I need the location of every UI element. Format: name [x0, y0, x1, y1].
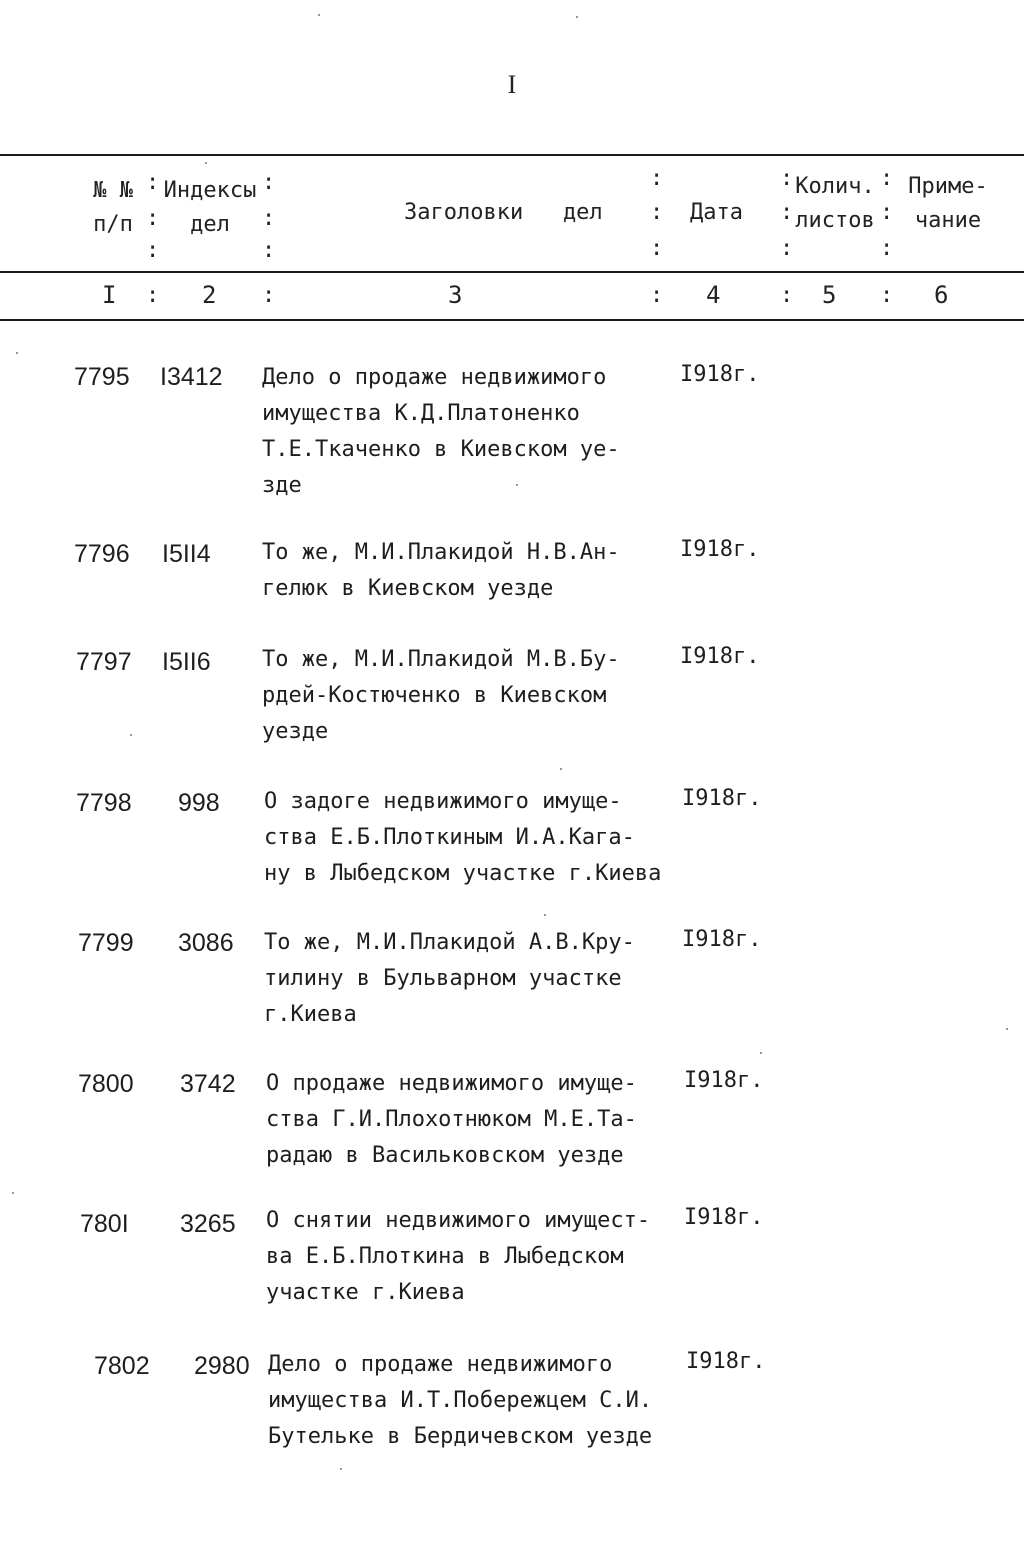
entry-date: I918г. [684, 1068, 764, 1093]
entry-title: О задоге недвижимого имуще- ства Е.Б.Плоткиным И.А.Кага- ну в Лыбедском участке г.Киева [264, 789, 662, 886]
header-col-sheets-line2: листов [795, 208, 875, 233]
entry-date: I918г. [684, 1205, 764, 1230]
header-col-index-line1: Индексы [163, 178, 257, 203]
header-col-notes-line1: Приме- [908, 174, 988, 199]
header-col-notes [903, 170, 993, 238]
entry-title: О снятии недвижимого имущест- ва Е.Б.Плоткина в Лыбедском участке г.Киева [266, 1208, 651, 1305]
column-number-1: I [102, 281, 117, 309]
entry-title: Дело о продаже недвижимого имущества И.Т.Побережцем С.И. Бутельке в Бердичевском уезде [268, 1352, 653, 1449]
entry-date: I918г. [680, 644, 760, 669]
column-number-5: 5 [822, 281, 837, 309]
entry-index: 998 [178, 789, 220, 817]
page-number: I [507, 70, 517, 99]
header-col-sheets-line1: Колич. [795, 174, 875, 199]
entry-index: 3742 [180, 1070, 236, 1098]
entry-title: То же, М.И.Плакидой М.В.Бу- рдей-Костюченко в Киевском уезде [262, 647, 620, 744]
header-col-sheets [790, 170, 880, 238]
entry-index: 3265 [180, 1210, 236, 1238]
entry-number: 7795 [74, 363, 130, 391]
entry-number: 7802 [94, 1352, 150, 1380]
header-col-number-line2: п/п [93, 212, 133, 237]
entry-date: I918г. [682, 927, 762, 952]
column-number-3: 3 [448, 281, 463, 309]
column-number-6: 6 [934, 281, 949, 309]
entry-number: 7799 [78, 929, 134, 957]
entry-number: 7797 [76, 648, 132, 676]
entry-index: I5II6 [162, 648, 211, 676]
column-number-2: 2 [202, 281, 217, 309]
entry-number: 7800 [78, 1070, 134, 1098]
entry-number: 7796 [74, 540, 130, 568]
entry-date: I918г. [680, 362, 760, 387]
entry-title: То же, М.И.Плакидой А.В.Кру- тилину в Бульварном участке г.Киева [264, 930, 635, 1027]
entry-date: I918г. [680, 537, 760, 562]
header-top-rule [0, 154, 1024, 156]
header-col-index-line2: дел [190, 212, 230, 237]
header-col-notes-line2: чание [914, 208, 982, 233]
entry-title: Дело о продаже недвижимого имущества К.Д.Платоненко Т.Е.Ткаченко в Киевском уе- зде [262, 365, 620, 498]
header-col-number-line1: № № [93, 178, 133, 203]
column-number-4: 4 [706, 281, 721, 309]
entry-number: 7798 [76, 789, 132, 817]
entry-index: 3086 [178, 929, 234, 957]
entry-index: I5II4 [162, 540, 211, 568]
entry-index: I3412 [160, 363, 223, 391]
header-col-index [160, 174, 260, 242]
header-middle-rule [0, 271, 1024, 273]
entry-number: 780I [80, 1210, 129, 1238]
entry-title: О продаже недвижимого имуще- ства Г.И.Плохотнюком М.Е.Та- радаю в Васильковском уезде [266, 1071, 637, 1168]
entry-title: То же, М.И.Плакидой Н.В.Ан- гелюк в Киевском уезде [262, 540, 620, 601]
header-col-title: Заголовки дел [404, 200, 603, 225]
header-col-number [88, 174, 138, 242]
entry-date: I918г. [682, 786, 762, 811]
header-bottom-rule [0, 319, 1024, 321]
entry-date: I918г. [686, 1349, 766, 1374]
entry-index: 2980 [194, 1352, 250, 1380]
header-col-date: Дата [690, 200, 743, 225]
